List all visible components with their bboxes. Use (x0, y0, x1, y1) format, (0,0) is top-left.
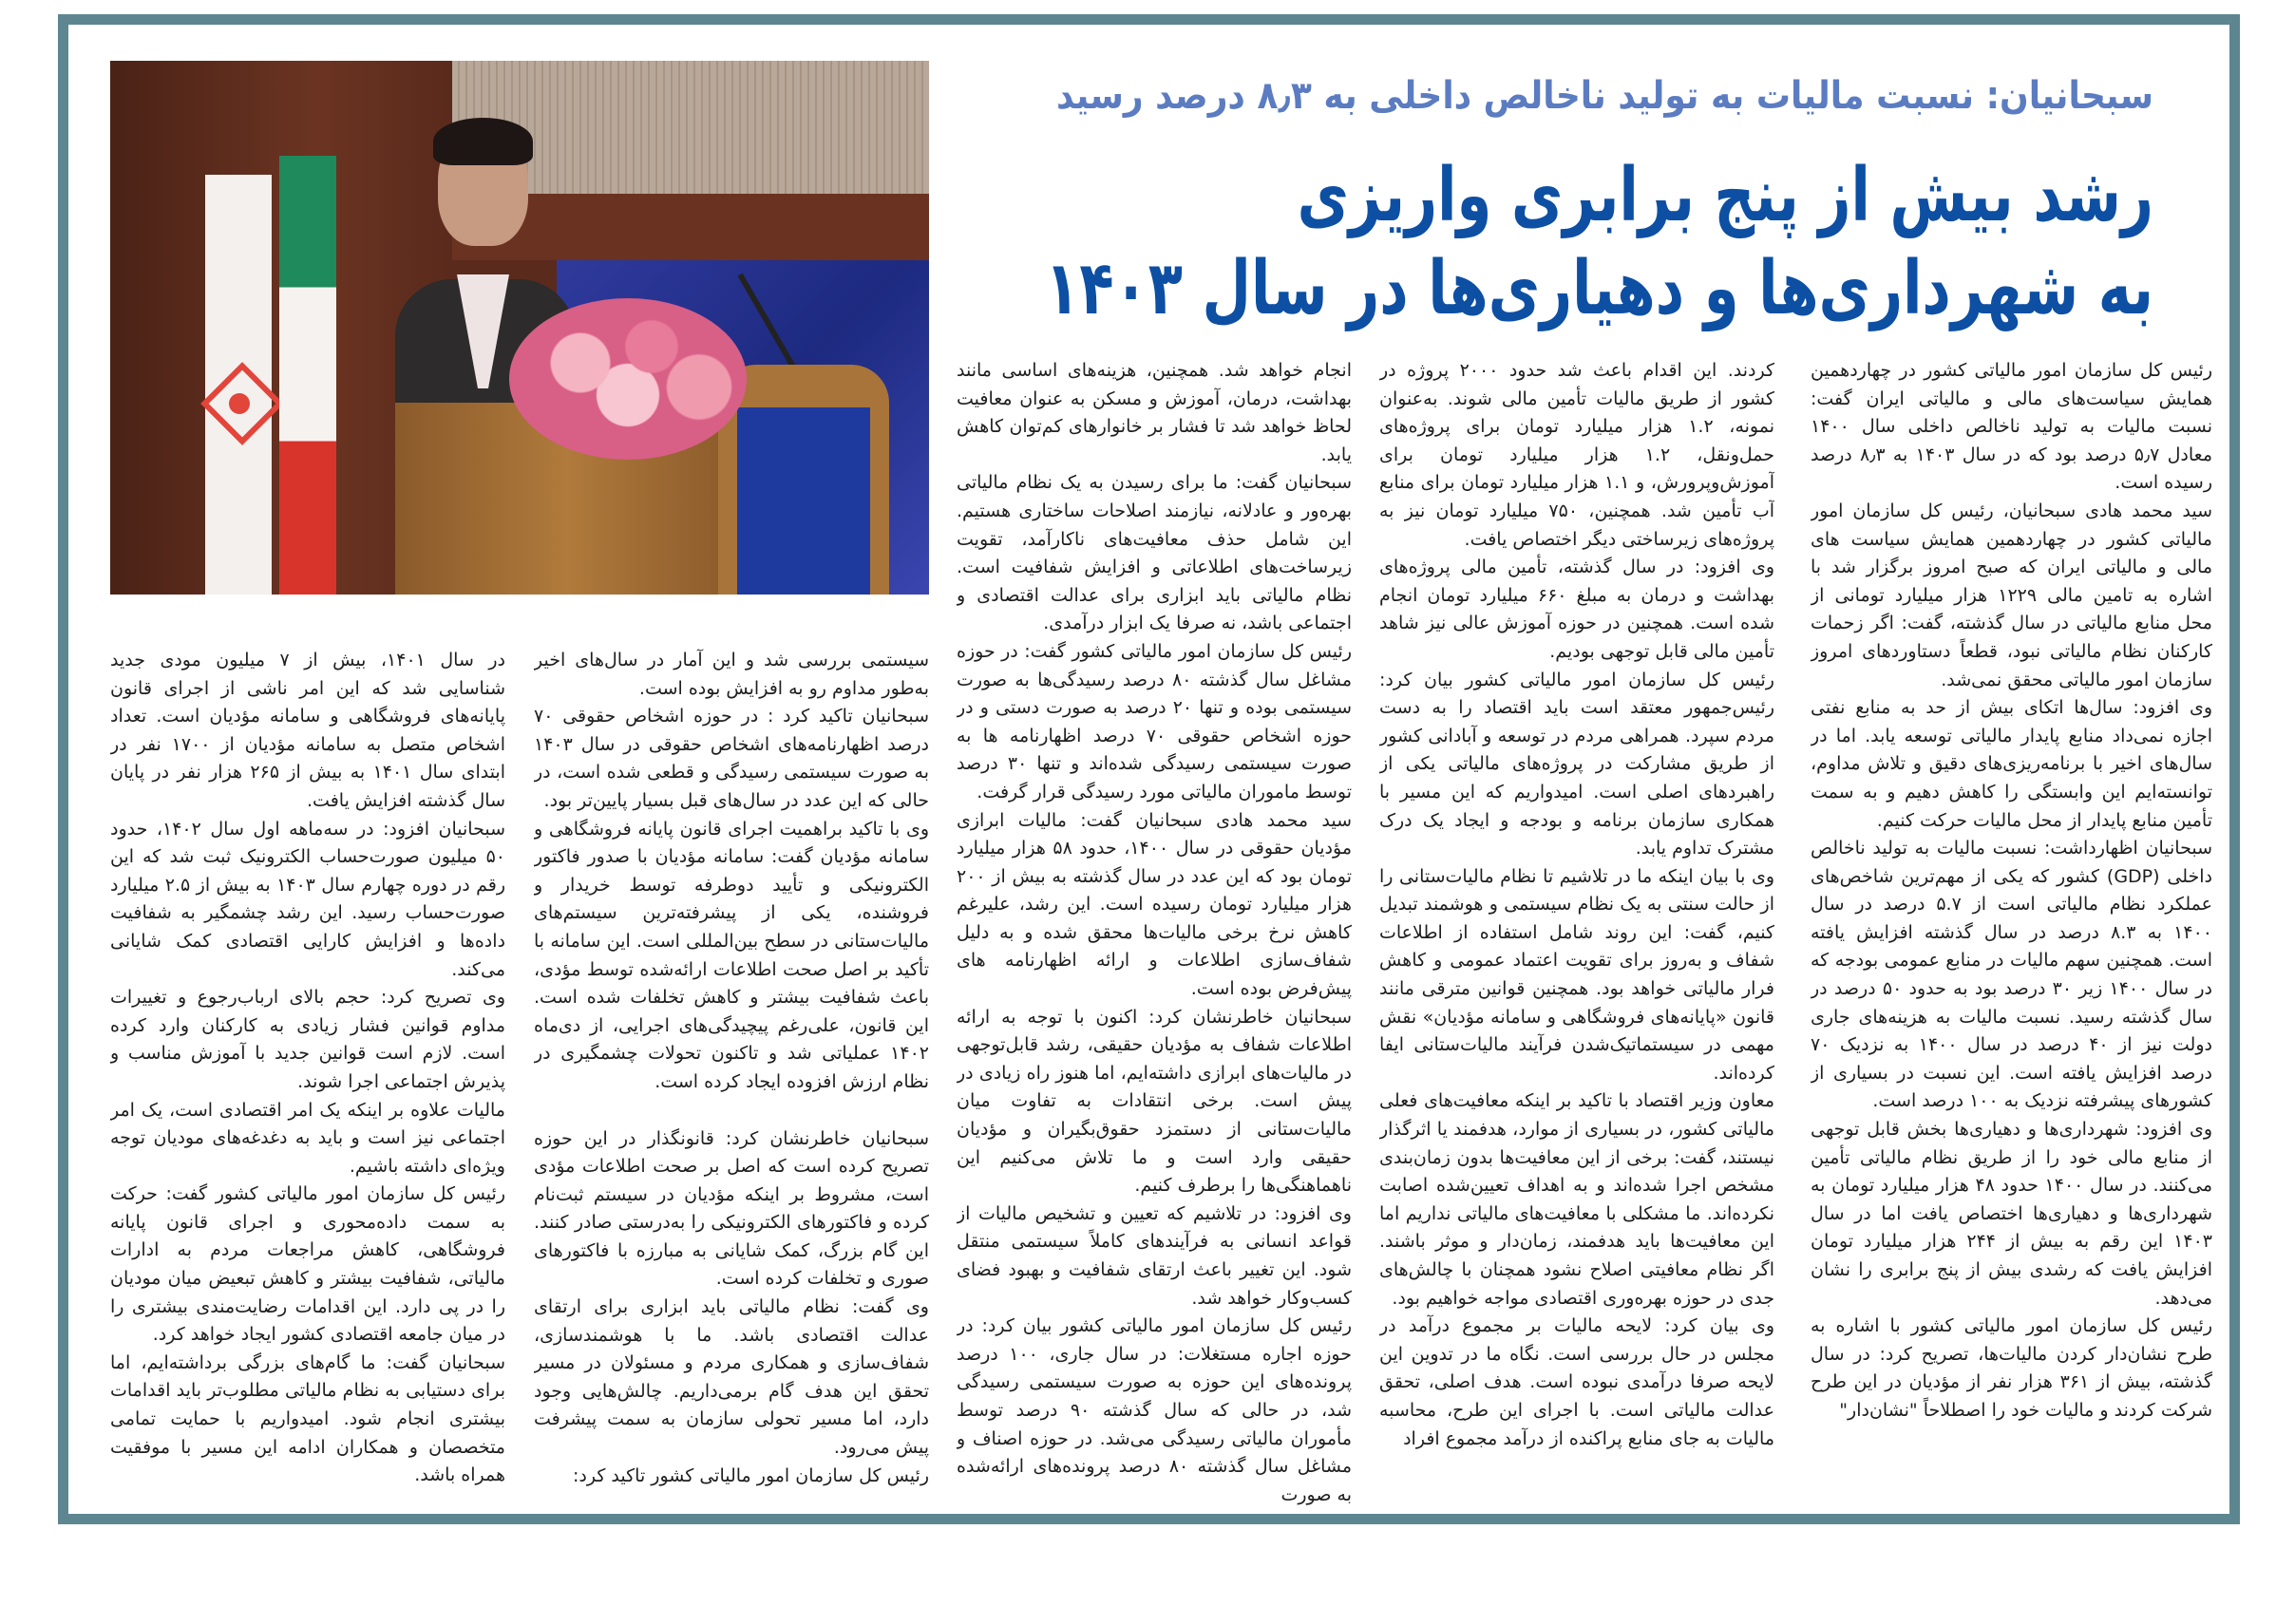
headline-line-1: رشد بیش از پنج برابری واریزی (1297, 153, 2153, 238)
article-kicker: سبحانیان: نسبت مالیات به تولید ناخالص داخلی به ۸٫۳ درصد رسید (1055, 74, 2153, 118)
paragraph: رئیس کل سازمان امور مالیاتی کشور بیان کرد: در حوزه اجاره مستغلات: در سال جاری، ۱۰۰ درصد پرونده‌های این حوزه به صورت سیستمی رسیدگی شد، در حالی که سال گذشته ۹۰ درصد توسط مأموران مالیاتی رسیدگی می‌شد. در حوزه اصناف و مشاغل سال گذشته ۸۰ درصد پرونده‌های ارائه‌شده به صورت (957, 1315, 1352, 1505)
paragraph: سید محمد هادی سبحانیان، رئیس کل سازمان امور مالیاتی کشور در چهاردهمین همایش سیاست های مالی و مالیاتی ایران که صبح امروز برگزار شد با اشاره به تامین مالی ۱۲۲۹ هزار میلیارد تومانی از محل منابع مالیاتی در سال گذشته، گفت: اگر زحمات کارکنان نظام مالیاتی نبود، قطعاً دستاوردهای امروز سازمان امور مالیاتی محقق نمی‌شد. (1811, 500, 2212, 690)
article-frame (58, 14, 2240, 1524)
podium-front (718, 365, 889, 595)
article-column-5 (110, 647, 505, 1511)
flower-arrangement (509, 298, 747, 460)
paragraph: سبحانیان خاطرنشان کرد: قانونگذار در این حوزه تصریح کرده است که اصل بر صحت اطلاعات مؤدی است، مشروط بر اینکه مؤدیان در سیستم ثبت‌نام کرده و فاکتورهای الکترونیکی را به‌درستی صادر کنند. این گام بزرگ، کمک شایانی به مبارزه با فاکتورهای صوری و تخلفات کرده است. (534, 1127, 929, 1290)
article-column-1 (1811, 357, 2212, 1511)
flag-logo-dot (229, 393, 250, 414)
paragraph: مالیات علاوه بر اینکه یک امر اقتصادی است، یک امر اجتماعی نیز است و باید به دغدغه‌های مودیان توجه ویژه‌ای داشته باشیم. (110, 1099, 505, 1177)
paragraph-gap (534, 1097, 929, 1125)
paragraph: انجام خواهد شد. همچنین، هزینه‌های اساسی مانند بهداشت، درمان، آموزش و مسکن به عنوان معافیت لحاظ خواهد شد تا فشار بر خانوارهای کم‌توان کاهش یابد. (957, 360, 1352, 465)
paragraph: سبحانیان خاطرنشان کرد: اکنون با توجه به ارائه اطلاعات شفاف به مؤدیان حقیقی، رشد قابل‌توجهی در مالیات‌های ابرازی داشته‌ایم، اما هنوز راه زیادی در پیش است. برخی انتقادات به تفاوت میان مالیات‌ستانی از دستمزد حقوق‌بگیران و مؤدیان حقیقی وارد است و ما تلاش می‌کنیم این ناهماهنگی‌ها را برطرف کنیم. (957, 1006, 1352, 1197)
speaker-hair (433, 118, 533, 165)
paragraph: رئیس کل سازمان امور مالیاتی کشور در چهاردهمین همایش سیاست‌های مالی و مالیاتی ایران گفت: نسبت مالیات به تولید ناخالص داخلی سال ۱۴۰۰ معادل ۵٫۷ درصد بود که در سال ۱۴۰۳ به ۸٫۳ درصد رسیده است. (1811, 360, 2212, 494)
iran-flag (279, 156, 336, 595)
podium-screen (737, 407, 870, 595)
paragraph: رئیس کل سازمان امور مالیاتی کشور با اشاره به طرح نشان‌دار کردن مالیات‌ها، تصریح کرد: در سال گذشته، بیش از ۳۶۱ هزار نفر از مؤدیان در این طرح شرکت کردند و مالیات خود را اصطلاحاً "نشان‌دار" (1811, 1315, 2212, 1421)
paragraph: وی افزود: سال‌ها اتکای بیش از حد به منابع نفتی اجازه نمی‌داد منابع پایدار مالیاتی توسعه یابد. اما در سال‌های اخیر با برنامه‌ریزی‌های دقیق و تلاش مداوم، توانسته‌ایم این وابستگی را کاهش دهیم و به سمت تأمین منابع پایدار از محل مالیات حرکت کنیم. (1811, 697, 2212, 831)
paragraph: رئیس کل سازمان امور مالیاتی کشور گفت: حرکت به سمت داده‌محوری و اجرای قانون پایانه فروشگاهی، کاهش مراجعات مردم به ادارات مالیاتی، شفافیت بیشتر و کاهش تبعیض میان مودیان را در پی دارد. این اقدامات رضایت‌مندی بیشتری را در میان جامعه اقتصادی کشور ایجاد خواهد کرد. (110, 1183, 505, 1346)
paragraph: سبحانیان گفت: ما برای رسیدن به یک نظام مالیاتی بهره‌ور و عادلانه، نیازمند اصلاحات ساختاری هستیم. این شامل حذف معافیت‌های ناکارآمد، تقویت زیرساخت‌های اطلاعاتی و افزایش شفافیت است. نظام مالیاتی باید ابزاری برای عدالت اقتصادی و اجتماعی باشد، نه صرفا یک ابزار درآمدی. (957, 472, 1352, 634)
article-column-2 (1379, 357, 1774, 1511)
paragraph: سیستمی بررسی شد و این آمار در سال‌های اخیر به‌طور مداوم رو به افزایش بوده است. (534, 650, 929, 699)
paragraph: وی افزود: شهرداری‌ها و دهیاری‌ها بخش قابل توجهی از منابع مالی خود را از طریق نظام مالیاتی تأمین می‌کنند. در سال ۱۴۰۰ حدود ۴۸ هزار میلیارد تومان به شهرداری‌ها و دهیاری‌ها اختصاص یافت اما در سال ۱۴۰۳ این رقم به بیش از ۲۴۴ هزار میلیارد تومان افزایش یافت که رشدی بیش از پنج برابری را نشان می‌دهد. (1811, 1119, 2212, 1309)
paragraph: رئیس کل سازمان امور مالیاتی کشور تاکید کرد: (573, 1464, 929, 1486)
article-column-4 (534, 647, 929, 1511)
paragraph: وی با بیان اینکه ما در تلاشیم تا نظام مالیات‌ستانی را از حالت سنتی به یک نظام سیستمی و هوشمند تبدیل کنیم، گفت: این روند شامل استفاده از اطلاعات شفاف و به‌روز برای تقویت اعتماد عمومی و کاهش فرار مالیاتی خواهد بود. همچنین قوانین مترقی مانند قانون «پایانه‌های فروشگاهی و سامانه مؤدیان» نقش مهمی در سیستماتیک‌شدن فرآیند مالیات‌ستانی ایفا کرده‌اند. (1379, 865, 1774, 1084)
paragraph: وی با تاکید براهمیت اجرای قانون پایانه فروشگاهی و سامانه مؤدیان گفت: سامانه مؤدیان با صدور فاکتور الکترونیکی و تأیید دوطرفه توسط خریدار و فروشنده، یکی از پیشرفته‌ترین سیستم‌های مالیات‌ستانی در سطح بین‌المللی است. این سامانه با تأکید بر اصل صحت اطلاعات ارائه‌شده توسط مؤدی، باعث شفافیت بیشتر و کاهش تخلفات شده است. این قانون، علی‌رغم پیچیدگی‌های اجرایی، از دی‌ماه ۱۴۰۲ عملیاتی شد و تاکنون تحولات چشمگیری در نظام ارزش افزوده ایجاد کرده است. (534, 818, 929, 1092)
paragraph: کردند. این اقدام باعث شد حدود ۲۰۰۰ پروژه در کشور از طریق مالیات تأمین مالی شوند. به‌عنوان نمونه، ۱.۲ هزار میلیارد تومان برای پروژه‌های حمل‌ونقل، ۱.۲ هزار میلیارد تومان برای آموزش‌وپرورش، و ۱.۱ هزار میلیارد تومان برای منابع آب تأمین شد. همچنین، ۷۵۰ میلیارد تومان نیز به پروژه‌های زیرساختی دیگر اختصاص یافت. (1379, 360, 1774, 550)
paragraph: وی بیان کرد: لایحه مالیات بر مجموع درآمد در مجلس در حال بررسی است. نگاه ما در تدوین این لایحه صرفا درآمدی نبوده است. هدف اصلی، تحقق عدالت مالیاتی است. با اجرای این طرح، محاسبه مالیات به جای منابع پراکنده از درآمد مجموع افراد (1379, 1315, 1774, 1449)
paragraph: وی افزود: در سال گذشته، تأمین مالی پروژه‌های بهداشت و درمان به مبلغ ۶۶۰ میلیارد تومان انجام شده است. همچنین در حوزه آموزش عالی نیز شاهد تأمین مالی قابل توجهی بودیم. (1379, 557, 1774, 662)
paragraph: سبحانیان تاکید کرد : در حوزه اشخاص حقوقی ۷۰ درصد اظهارنامه‌های اشخاص حقوقی در سال ۱۴۰۳ به صورت سیستمی رسیدگی و قطعی شده است، در حالی که این عدد در سال‌های قبل بسیار پایین‌تر بود. (534, 706, 929, 811)
paragraph: در سال ۱۴۰۱، بیش از ۷ میلیون مودی جدید شناسایی شد که این امر ناشی از اجرای قانون پایانه‌های فروشگاهی و سامانه مؤدیان است. تعداد اشخاص متصل به سامانه مؤدیان از ۱۷۰۰ نفر در ابتدای سال ۱۴۰۱ به بیش از ۲۶۵ هزار نفر در پایان سال گذشته افزایش یافت. (110, 650, 505, 811)
paragraph: سبحانیان افزود: در سه‌ماهه اول سال ۱۴۰۲، حدود ۵۰ میلیون صورت‌حساب الکترونیک ثبت شد که این رقم در دوره چهارم سال ۱۴۰۳ به بیش از ۲.۵ میلیارد صورت‌حساب رسید. این رشد چشمگیر به شفافیت داده‌ها و افزایش کارایی اقتصادی کمک شایانی می‌کند. (110, 818, 505, 980)
article-photo (110, 61, 929, 595)
paragraph: رئیس کل سازمان امور مالیاتی کشور بیان کرد: رئیس‌جمهور معتقد است باید اقتصاد را به دست مردم سپرد. همراهی مردم در توسعه و آبادانی کشور از طریق مشارکت در پروژه‌های مالیاتی یکی از راهبردهای اصلی است. امیدواریم که این مسیر با همکاری سازمان برنامه و بودجه و ایجاد یک درک مشترک تداوم یابد. (1379, 669, 1774, 859)
paragraph: وی گفت: نظام مالیاتی باید ابزاری برای ارتقای عدالت اقتصادی باشد. ما با هوشمندسازی، شفاف‌سازی و همکاری مردم و مسئولان در مسیر تحقق این هدف گام برمی‌داریم. چالش‌هایی وجود دارد، اما مسیر تحولی سازمان به سمت پیشرفت پیش می‌رود. (534, 1296, 929, 1459)
headline-line-2: به شهرداری‌ها و دهیاری‌ها در سال ۱۴۰۳ (1045, 246, 2153, 331)
paragraph: معاون وزیر اقتصاد با تاکید بر اینکه معافیت‌های فعلی مالیاتی کشور، در بسیاری از موارد، هدفمند یا اثرگذار نیستند، گفت: برخی از این معافیت‌ها بدون زمان‌بندی مشخص اجرا شده‌اند و به اهداف تعیین‌شده اصابت نکرده‌اند. ما مشکلی با معافیت‌های مالیاتی نداریم اما این معافیت‌ها باید هدفمند، زمان‌دار و موثر باشند. اگر نظام معافیتی اصلاح نشود همچنان با چالش‌های جدی در حوزه بهره‌وری اقتصادی مواجه خواهیم بود. (1379, 1090, 1774, 1309)
organization-flag (205, 175, 272, 595)
paragraph: سید محمد هادی سبحانیان گفت: مالیات ابرازی مؤدیان حقوقی در سال ۱۴۰۰، حدود ۵۸ هزار میلیارد تومان بود که این عدد در سال گذشته به بیش از ۲۰۰ هزار میلیارد تومان رسیده است. این رشد، علیرغم کاهش نرخ برخی مالیات‌ها محقق شده و به دلیل شفاف‌سازی اطلاعات و ارائه اظهارنامه های پیش‌فرض بوده است. (957, 809, 1352, 1000)
paragraph: وی تصریح کرد: حجم بالای ارباب‌رجوع و تغییرات مداوم قوانین فشار زیادی به کارکنان وارد کرده است. لازم است قوانین جدید با آموزش مناسب و پذیرش اجتماعی اجرا شوند. (110, 987, 505, 1092)
article-column-3 (957, 357, 1352, 1511)
paragraph: وی افزود: در تلاشیم که تعیین و تشخیص مالیات از قواعد انسانی به فرآیندهای کاملاً سیستمی منتقل شود. این تغییر باعث ارتقای شفافیت و بهبود فضای کسب‌وکار خواهد شد. (957, 1202, 1352, 1309)
paragraph: سبحانیان اظهارداشت: نسبت مالیات به تولید ناخالص داخلی (GDP) کشور که یکی از مهم‌ترین شاخص‌های عملکرد نظام مالیاتی است از ۵.۷ درصد در سال ۱۴۰۰ به ۸.۳ درصد در سال گذشته افزایش یافته است. همچنین سهم مالیات در منابع عمومی بودجه که در سال ۱۴۰۰ زیر ۳۰ درصد بود به حدود ۵۰ درصد در سال گذشته رسید. نسبت مالیات به هزینه‌های جاری دولت نیز از ۴۰ درصد در سال ۱۴۰۰ به نزدیک ۷۰ درصد افزایش یافته است. این نسبت در بسیاری از کشورهای پیشرفته نزدیک به ۱۰۰ درصد است. (1811, 838, 2212, 1112)
paragraph: سبحانیان گفت: ما گام‌های بزرگی برداشته‌ایم، اما برای دستیابی به نظام مالیاتی مطلوب‌تر باید اقدامات بیشتری انجام شود. امیدواریم با حمایت تمامی متخصصان و همکاران ادامه این مسیر با موفقیت همراه باشد. (110, 1351, 505, 1486)
paragraph: رئیس کل سازمان امور مالیاتی کشور گفت: در حوزه مشاغل سال گذشته ۸۰ درصد رسیدگی‌ها به صورت سیستمی بوده و تنها ۲۰ درصد به صورت دستی و در حوزه اشخاص حقوقی ۷۰ درصد اظهارنامه ها به صورت سیستمی رسیدگی شده‌اند و تنها ۳۰ درصد توسط ماموران مالیاتی مورد رسیدگی قرار گرفت. (957, 640, 1352, 803)
